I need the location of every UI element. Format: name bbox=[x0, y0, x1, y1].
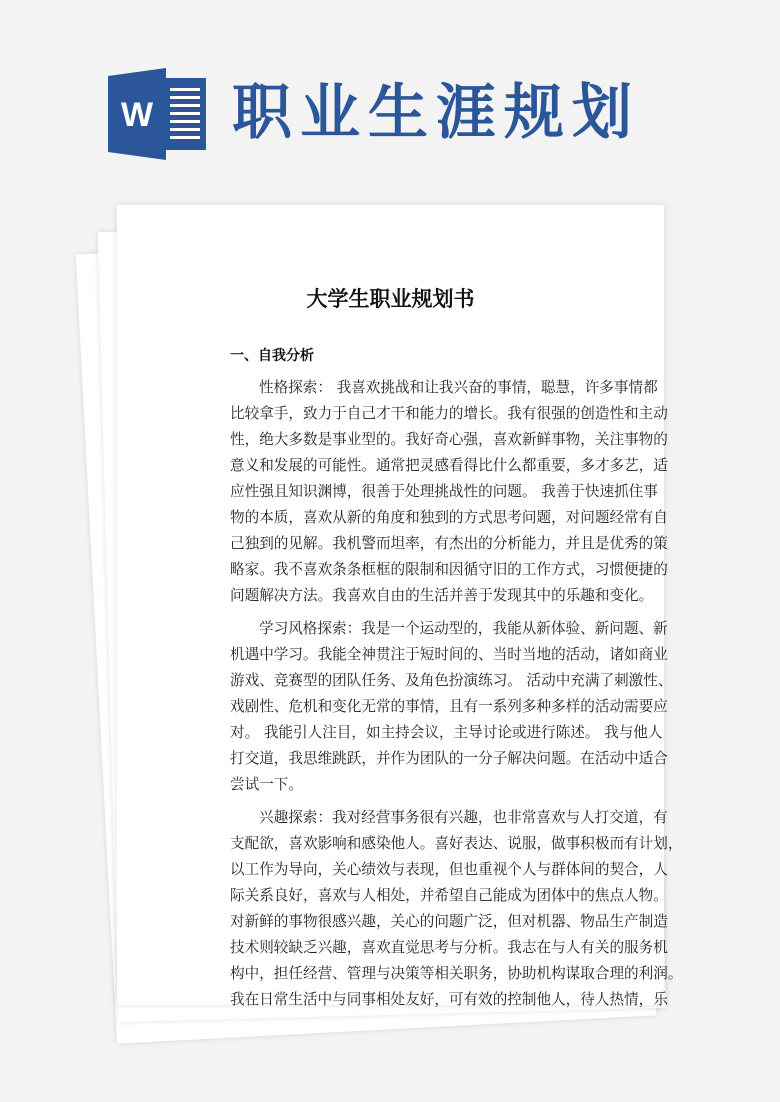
paragraph bbox=[230, 375, 668, 609]
text-line: 技术则较缺乏兴趣，喜欢直觉思考与分析。我志在与人有关的服务机 bbox=[230, 939, 668, 956]
text-line: 尝试一下。 bbox=[230, 776, 303, 793]
text-line: 游戏、竞赛型的团队任务、及角色扮演练习。 活动中充满了刺激性、 bbox=[230, 672, 673, 689]
text-line: 构中，担任经营、管理与决策等相关职务，协助机构谋取合理的利润。 bbox=[230, 965, 683, 982]
text-line: 对新鲜的事物很感兴趣，关心的问题广泛，但对机器、物品生产制造 bbox=[230, 913, 668, 930]
text-line: 性，绝大多数是事业型的。我好奇心强，喜欢新鲜事物，关注事物的 bbox=[230, 431, 668, 448]
text-line: 性格探索： 我喜欢挑战和让我兴奋的事情，聪慧，许多事情都 bbox=[259, 379, 658, 396]
text-line: 物的本质，喜欢从新的角度和独到的方式思考问题，对问题经常有自 bbox=[230, 509, 668, 526]
text-line: 略家。我不喜欢条条框框的限制和因循守旧的工作方式，习惯便捷的 bbox=[230, 561, 668, 578]
text-line: 对。 我能引人注目，如主持会议，主导讨论或进行陈述。 我与他人 bbox=[230, 724, 663, 741]
banner-title: 职业生涯规划 bbox=[232, 78, 640, 148]
text-line: 学习风格探索：我是一个运动型的，我能从新体验、新问题、新 bbox=[259, 620, 668, 637]
text-line: 戏剧性、危机和变化无常的事情，且有一系列多种多样的活动需要应 bbox=[230, 698, 668, 715]
word-logo-icon bbox=[108, 68, 208, 160]
text-line: 支配欲，喜欢影响和感染他人。喜好表达、说服，做事积极而有计划， bbox=[230, 835, 683, 852]
svg-text:W: W bbox=[120, 96, 154, 134]
text-line: 己独到的见解。我机警而坦率，有杰出的分析能力，并且是优秀的策 bbox=[230, 535, 668, 552]
text-line: 应性强且知识渊博，很善于处理挑战性的问题。 我善于快速抓住事 bbox=[230, 483, 658, 500]
section-heading: 一、自我分析 bbox=[230, 348, 314, 364]
text-line: 以工作为导向，关心绩效与表现，但也重视个人与群体间的契合，人 bbox=[230, 861, 668, 878]
text-line: 际关系良好，喜欢与人相处，并希望自己能成为团体中的焦点人物。 bbox=[230, 887, 668, 904]
paragraph bbox=[230, 805, 683, 1013]
document-page bbox=[117, 205, 683, 1008]
text-line: 意义和发展的可能性。通常把灵感看得比什么都重要，多才多艺，适 bbox=[230, 457, 668, 474]
text-line: 机遇中学习。我能全神贯注于短时间的、当时当地的活动，诸如商业 bbox=[230, 646, 668, 663]
text-line: 我在日常生活中与同事相处友好，可有效的控制他人，待人热情，乐 bbox=[230, 991, 668, 1008]
document-title: 大学生职业规划书 bbox=[306, 287, 475, 311]
text-line: 兴趣探索：我对经营事务很有兴趣，也非常喜欢与人打交道，有 bbox=[259, 809, 668, 826]
paragraph bbox=[230, 616, 673, 798]
document-body bbox=[230, 375, 683, 1020]
text-line: 比较拿手，致力于自己才干和能力的增长。我有很强的创造性和主动 bbox=[230, 405, 668, 422]
text-line: 打交道，我思维跳跃，并作为团队的一分子解决问题。在活动中适合 bbox=[230, 750, 668, 767]
text-line: 问题解决方法。我喜欢自由的生活并善于发现其中的乐趣和变化。 bbox=[230, 587, 654, 604]
